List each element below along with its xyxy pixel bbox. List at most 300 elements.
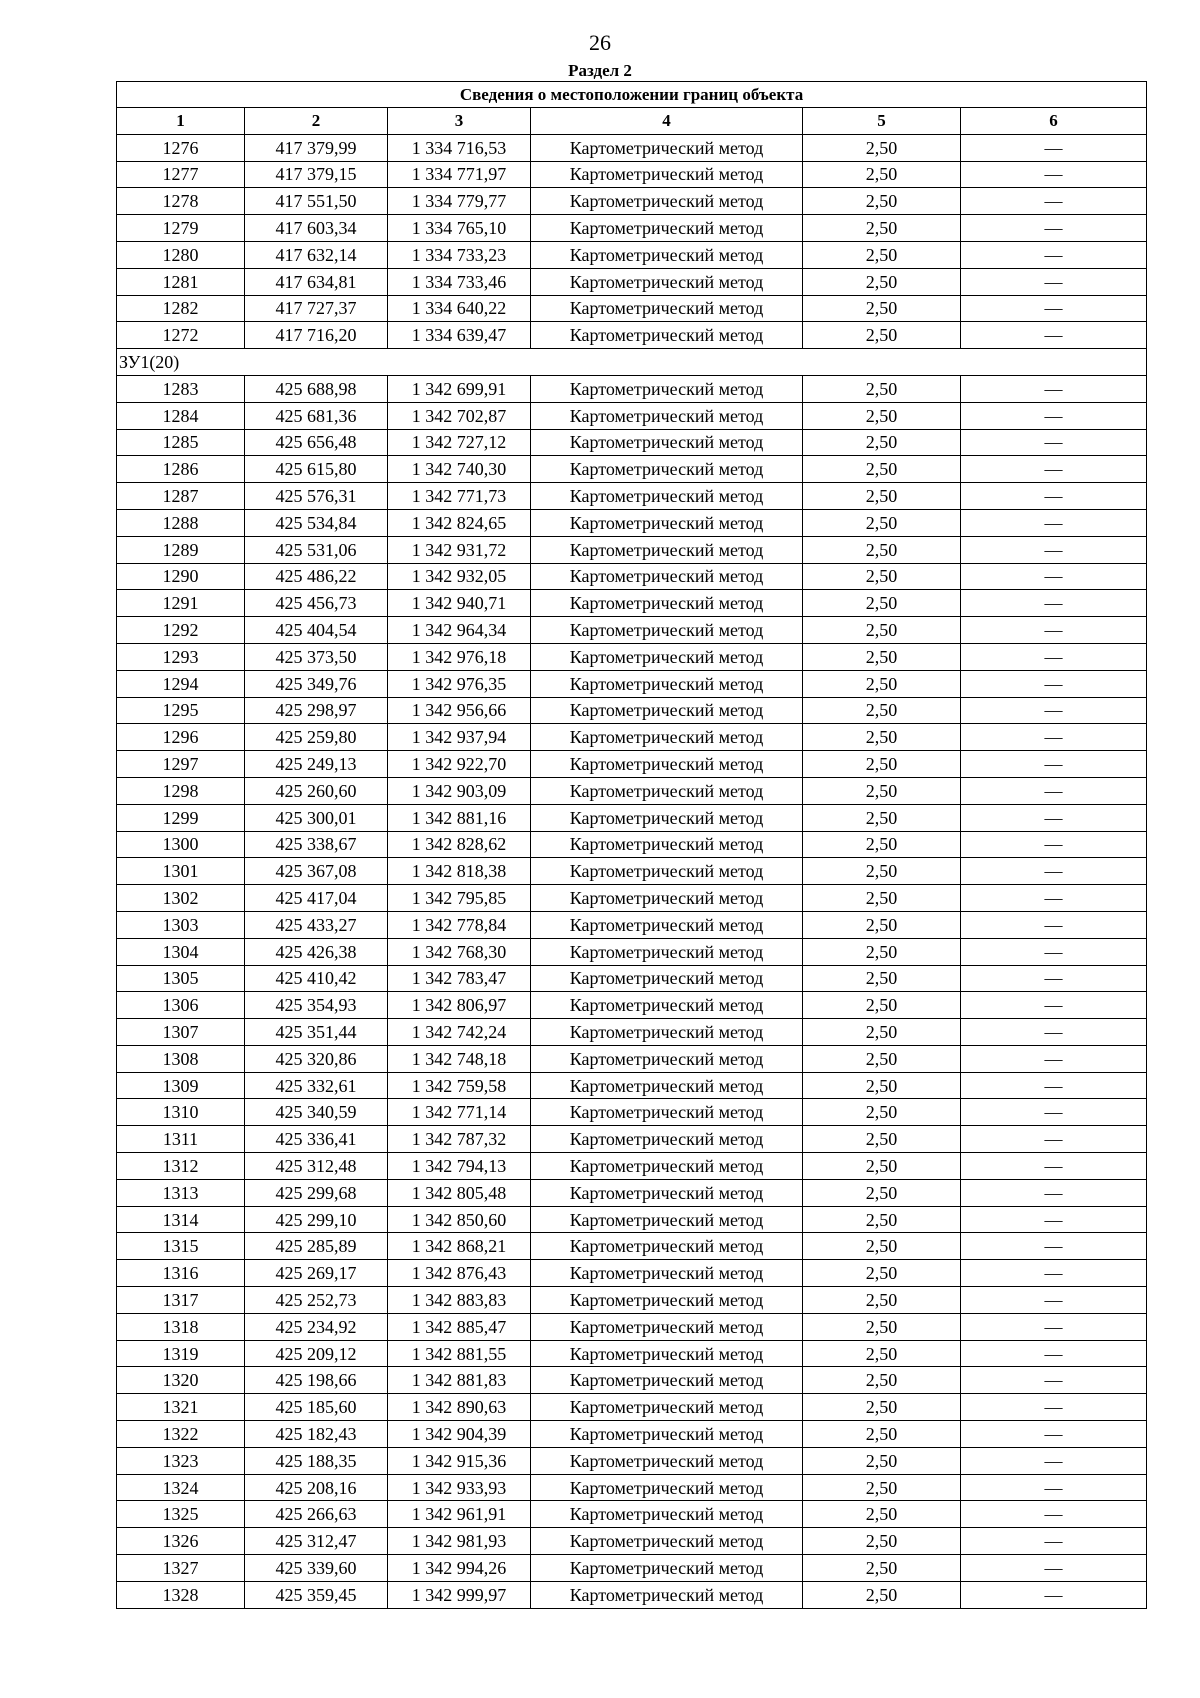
method-cell: Картометрический метод bbox=[531, 268, 803, 295]
point-number-cell: 1290 bbox=[117, 563, 245, 590]
method-cell: Картометрический метод bbox=[531, 965, 803, 992]
point-number-cell: 1281 bbox=[117, 268, 245, 295]
y-coordinate-cell: 1 342 976,18 bbox=[388, 643, 531, 670]
accuracy-cell: 2,50 bbox=[803, 911, 961, 938]
accuracy-cell: 2,50 bbox=[803, 992, 961, 1019]
method-cell: Картометрический метод bbox=[531, 188, 803, 215]
y-coordinate-cell: 1 342 778,84 bbox=[388, 911, 531, 938]
method-cell: Картометрический метод bbox=[531, 483, 803, 510]
note-cell: — bbox=[961, 322, 1147, 349]
accuracy-cell: 2,50 bbox=[803, 1153, 961, 1180]
y-coordinate-cell: 1 342 771,73 bbox=[388, 483, 531, 510]
y-coordinate-cell: 1 342 904,39 bbox=[388, 1421, 531, 1448]
accuracy-cell: 2,50 bbox=[803, 938, 961, 965]
method-cell: Картометрический метод bbox=[531, 1528, 803, 1555]
accuracy-cell: 2,50 bbox=[803, 322, 961, 349]
table-row bbox=[117, 1019, 1147, 1046]
table-row bbox=[117, 938, 1147, 965]
note-cell: — bbox=[961, 563, 1147, 590]
method-cell: Картометрический метод bbox=[531, 1019, 803, 1046]
x-coordinate-cell: 425 456,73 bbox=[245, 590, 388, 617]
table-row bbox=[117, 1153, 1147, 1180]
table-row bbox=[117, 134, 1147, 161]
x-coordinate-cell: 425 417,04 bbox=[245, 885, 388, 912]
note-cell: — bbox=[961, 429, 1147, 456]
x-coordinate-cell: 425 354,93 bbox=[245, 992, 388, 1019]
y-coordinate-cell: 1 334 765,10 bbox=[388, 215, 531, 242]
table-row bbox=[117, 1099, 1147, 1126]
point-number-cell: 1316 bbox=[117, 1260, 245, 1287]
table-row bbox=[117, 590, 1147, 617]
note-cell: — bbox=[961, 965, 1147, 992]
note-cell: — bbox=[961, 268, 1147, 295]
method-cell: Картометрический метод bbox=[531, 295, 803, 322]
accuracy-cell: 2,50 bbox=[803, 1421, 961, 1448]
accuracy-cell: 2,50 bbox=[803, 1072, 961, 1099]
x-coordinate-cell: 425 188,35 bbox=[245, 1447, 388, 1474]
accuracy-cell: 2,50 bbox=[803, 536, 961, 563]
table-row bbox=[117, 1555, 1147, 1582]
x-coordinate-cell: 417 379,15 bbox=[245, 161, 388, 188]
accuracy-cell: 2,50 bbox=[803, 643, 961, 670]
method-cell: Картометрический метод bbox=[531, 938, 803, 965]
y-coordinate-cell: 1 342 699,91 bbox=[388, 375, 531, 402]
x-coordinate-cell: 417 551,50 bbox=[245, 188, 388, 215]
y-coordinate-cell: 1 342 742,24 bbox=[388, 1019, 531, 1046]
y-coordinate-cell: 1 342 748,18 bbox=[388, 1045, 531, 1072]
point-number-cell: 1299 bbox=[117, 804, 245, 831]
x-coordinate-cell: 425 351,44 bbox=[245, 1019, 388, 1046]
table-row bbox=[117, 1287, 1147, 1314]
point-number-cell: 1306 bbox=[117, 992, 245, 1019]
method-cell: Картометрический метод bbox=[531, 858, 803, 885]
x-coordinate-cell: 425 300,01 bbox=[245, 804, 388, 831]
point-number-cell: 1315 bbox=[117, 1233, 245, 1260]
table-row bbox=[117, 804, 1147, 831]
note-cell: — bbox=[961, 1126, 1147, 1153]
accuracy-cell: 2,50 bbox=[803, 724, 961, 751]
y-coordinate-cell: 1 334 771,97 bbox=[388, 161, 531, 188]
point-number-cell: 1287 bbox=[117, 483, 245, 510]
note-cell: — bbox=[961, 215, 1147, 242]
method-cell: Картометрический метод bbox=[531, 241, 803, 268]
x-coordinate-cell: 425 269,17 bbox=[245, 1260, 388, 1287]
accuracy-cell: 2,50 bbox=[803, 188, 961, 215]
x-coordinate-cell: 417 379,99 bbox=[245, 134, 388, 161]
point-number-cell: 1289 bbox=[117, 536, 245, 563]
table-row bbox=[117, 322, 1147, 349]
method-cell: Картометрический метод bbox=[531, 1126, 803, 1153]
table-row bbox=[117, 831, 1147, 858]
x-coordinate-cell: 417 603,34 bbox=[245, 215, 388, 242]
note-cell: — bbox=[961, 509, 1147, 536]
table-row bbox=[117, 1581, 1147, 1608]
point-number-cell: 1305 bbox=[117, 965, 245, 992]
x-coordinate-cell: 425 349,76 bbox=[245, 670, 388, 697]
accuracy-cell: 2,50 bbox=[803, 1206, 961, 1233]
method-cell: Картометрический метод bbox=[531, 1394, 803, 1421]
table-row bbox=[117, 885, 1147, 912]
method-cell: Картометрический метод bbox=[531, 429, 803, 456]
accuracy-cell: 2,50 bbox=[803, 617, 961, 644]
note-cell: — bbox=[961, 1019, 1147, 1046]
point-number-cell: 1327 bbox=[117, 1555, 245, 1582]
accuracy-cell: 2,50 bbox=[803, 509, 961, 536]
accuracy-cell: 2,50 bbox=[803, 697, 961, 724]
x-coordinate-cell: 417 716,20 bbox=[245, 322, 388, 349]
y-coordinate-cell: 1 342 740,30 bbox=[388, 456, 531, 483]
method-cell: Картометрический метод bbox=[531, 1367, 803, 1394]
note-cell: — bbox=[961, 670, 1147, 697]
method-cell: Картометрический метод bbox=[531, 456, 803, 483]
table-row bbox=[117, 241, 1147, 268]
y-coordinate-cell: 1 342 727,12 bbox=[388, 429, 531, 456]
accuracy-cell: 2,50 bbox=[803, 1126, 961, 1153]
point-number-cell: 1325 bbox=[117, 1501, 245, 1528]
y-coordinate-cell: 1 342 876,43 bbox=[388, 1260, 531, 1287]
y-coordinate-cell: 1 342 806,97 bbox=[388, 992, 531, 1019]
method-cell: Картометрический метод bbox=[531, 697, 803, 724]
table-row bbox=[117, 643, 1147, 670]
point-number-cell: 1296 bbox=[117, 724, 245, 751]
y-coordinate-cell: 1 342 868,21 bbox=[388, 1233, 531, 1260]
table-row bbox=[117, 911, 1147, 938]
boundary-coordinates-table bbox=[116, 81, 1147, 1609]
table-row bbox=[117, 215, 1147, 242]
column-header: 4 bbox=[531, 108, 803, 135]
note-cell: — bbox=[961, 1340, 1147, 1367]
point-number-cell: 1323 bbox=[117, 1447, 245, 1474]
y-coordinate-cell: 1 342 940,71 bbox=[388, 590, 531, 617]
x-coordinate-cell: 425 299,10 bbox=[245, 1206, 388, 1233]
note-cell: — bbox=[961, 1179, 1147, 1206]
x-coordinate-cell: 425 252,73 bbox=[245, 1287, 388, 1314]
table-caption-row bbox=[117, 82, 1147, 108]
x-coordinate-cell: 425 185,60 bbox=[245, 1394, 388, 1421]
table-row bbox=[117, 456, 1147, 483]
y-coordinate-cell: 1 342 933,93 bbox=[388, 1474, 531, 1501]
accuracy-cell: 2,50 bbox=[803, 670, 961, 697]
x-coordinate-cell: 425 234,92 bbox=[245, 1313, 388, 1340]
note-cell: — bbox=[961, 643, 1147, 670]
accuracy-cell: 2,50 bbox=[803, 134, 961, 161]
y-coordinate-cell: 1 342 999,97 bbox=[388, 1581, 531, 1608]
method-cell: Картометрический метод bbox=[531, 911, 803, 938]
method-cell: Картометрический метод bbox=[531, 670, 803, 697]
x-coordinate-cell: 425 266,63 bbox=[245, 1501, 388, 1528]
x-coordinate-cell: 425 259,80 bbox=[245, 724, 388, 751]
note-cell: — bbox=[961, 777, 1147, 804]
y-coordinate-cell: 1 342 922,70 bbox=[388, 751, 531, 778]
accuracy-cell: 2,50 bbox=[803, 858, 961, 885]
note-cell: — bbox=[961, 241, 1147, 268]
table-row bbox=[117, 375, 1147, 402]
note-cell: — bbox=[961, 1581, 1147, 1608]
point-number-cell: 1318 bbox=[117, 1313, 245, 1340]
table-body bbox=[117, 134, 1147, 1608]
column-header-row bbox=[117, 108, 1147, 135]
table-row bbox=[117, 1421, 1147, 1448]
x-coordinate-cell: 425 531,06 bbox=[245, 536, 388, 563]
y-coordinate-cell: 1 342 931,72 bbox=[388, 536, 531, 563]
x-coordinate-cell: 425 433,27 bbox=[245, 911, 388, 938]
y-coordinate-cell: 1 342 702,87 bbox=[388, 402, 531, 429]
point-number-cell: 1301 bbox=[117, 858, 245, 885]
accuracy-cell: 2,50 bbox=[803, 483, 961, 510]
note-cell: — bbox=[961, 1045, 1147, 1072]
method-cell: Картометрический метод bbox=[531, 1447, 803, 1474]
x-coordinate-cell: 425 320,86 bbox=[245, 1045, 388, 1072]
note-cell: — bbox=[961, 697, 1147, 724]
y-coordinate-cell: 1 342 795,85 bbox=[388, 885, 531, 912]
method-cell: Картометрический метод bbox=[531, 1206, 803, 1233]
method-cell: Картометрический метод bbox=[531, 1072, 803, 1099]
y-coordinate-cell: 1 334 779,77 bbox=[388, 188, 531, 215]
note-cell: — bbox=[961, 1421, 1147, 1448]
note-cell: — bbox=[961, 1233, 1147, 1260]
y-coordinate-cell: 1 342 981,93 bbox=[388, 1528, 531, 1555]
point-number-cell: 1280 bbox=[117, 241, 245, 268]
column-header: 3 bbox=[388, 108, 531, 135]
y-coordinate-cell: 1 342 915,36 bbox=[388, 1447, 531, 1474]
x-coordinate-cell: 425 367,08 bbox=[245, 858, 388, 885]
y-coordinate-cell: 1 342 787,32 bbox=[388, 1126, 531, 1153]
table-row bbox=[117, 1233, 1147, 1260]
x-coordinate-cell: 425 681,36 bbox=[245, 402, 388, 429]
y-coordinate-cell: 1 342 759,58 bbox=[388, 1072, 531, 1099]
point-number-cell: 1321 bbox=[117, 1394, 245, 1421]
x-coordinate-cell: 425 688,98 bbox=[245, 375, 388, 402]
note-cell: — bbox=[961, 1555, 1147, 1582]
table-row bbox=[117, 1528, 1147, 1555]
note-cell: — bbox=[961, 992, 1147, 1019]
x-coordinate-cell: 425 656,48 bbox=[245, 429, 388, 456]
note-cell: — bbox=[961, 1367, 1147, 1394]
accuracy-cell: 2,50 bbox=[803, 456, 961, 483]
y-coordinate-cell: 1 342 824,65 bbox=[388, 509, 531, 536]
point-number-cell: 1302 bbox=[117, 885, 245, 912]
accuracy-cell: 2,50 bbox=[803, 1581, 961, 1608]
accuracy-cell: 2,50 bbox=[803, 1367, 961, 1394]
note-cell: — bbox=[961, 751, 1147, 778]
page-number: 26 bbox=[589, 30, 611, 55]
note-cell: — bbox=[961, 590, 1147, 617]
note-cell: — bbox=[961, 483, 1147, 510]
note-cell: — bbox=[961, 375, 1147, 402]
table-row bbox=[117, 1179, 1147, 1206]
method-cell: Картометрический метод bbox=[531, 804, 803, 831]
point-number-cell: 1292 bbox=[117, 617, 245, 644]
point-number-cell: 1291 bbox=[117, 590, 245, 617]
table-row bbox=[117, 483, 1147, 510]
y-coordinate-cell: 1 342 903,09 bbox=[388, 777, 531, 804]
x-coordinate-cell: 425 426,38 bbox=[245, 938, 388, 965]
y-coordinate-cell: 1 342 850,60 bbox=[388, 1206, 531, 1233]
note-cell: — bbox=[961, 858, 1147, 885]
point-number-cell: 1294 bbox=[117, 670, 245, 697]
x-coordinate-cell: 425 332,61 bbox=[245, 1072, 388, 1099]
table-row bbox=[117, 777, 1147, 804]
method-cell: Картометрический метод bbox=[531, 1153, 803, 1180]
x-coordinate-cell: 425 285,89 bbox=[245, 1233, 388, 1260]
accuracy-cell: 2,50 bbox=[803, 1233, 961, 1260]
note-cell: — bbox=[961, 617, 1147, 644]
y-coordinate-cell: 1 342 805,48 bbox=[388, 1179, 531, 1206]
accuracy-cell: 2,50 bbox=[803, 831, 961, 858]
method-cell: Картометрический метод bbox=[531, 1313, 803, 1340]
method-cell: Картометрический метод bbox=[531, 724, 803, 751]
table-row bbox=[117, 295, 1147, 322]
table-row bbox=[117, 161, 1147, 188]
method-cell: Картометрический метод bbox=[531, 992, 803, 1019]
x-coordinate-cell: 425 260,60 bbox=[245, 777, 388, 804]
point-number-cell: 1276 bbox=[117, 134, 245, 161]
point-number-cell: 1322 bbox=[117, 1421, 245, 1448]
table-row bbox=[117, 1206, 1147, 1233]
note-cell: — bbox=[961, 1501, 1147, 1528]
accuracy-cell: 2,50 bbox=[803, 1313, 961, 1340]
x-coordinate-cell: 425 336,41 bbox=[245, 1126, 388, 1153]
accuracy-cell: 2,50 bbox=[803, 1555, 961, 1582]
x-coordinate-cell: 425 359,45 bbox=[245, 1581, 388, 1608]
x-coordinate-cell: 425 198,66 bbox=[245, 1367, 388, 1394]
point-number-cell: 1283 bbox=[117, 375, 245, 402]
x-coordinate-cell: 425 615,80 bbox=[245, 456, 388, 483]
note-cell: — bbox=[961, 134, 1147, 161]
method-cell: Картометрический метод bbox=[531, 134, 803, 161]
y-coordinate-cell: 1 342 976,35 bbox=[388, 670, 531, 697]
accuracy-cell: 2,50 bbox=[803, 1287, 961, 1314]
method-cell: Картометрический метод bbox=[531, 831, 803, 858]
accuracy-cell: 2,50 bbox=[803, 1179, 961, 1206]
note-cell: — bbox=[961, 938, 1147, 965]
table-row bbox=[117, 670, 1147, 697]
accuracy-cell: 2,50 bbox=[803, 402, 961, 429]
point-number-cell: 1320 bbox=[117, 1367, 245, 1394]
y-coordinate-cell: 1 342 994,26 bbox=[388, 1555, 531, 1582]
table-row bbox=[117, 1072, 1147, 1099]
accuracy-cell: 2,50 bbox=[803, 215, 961, 242]
note-cell: — bbox=[961, 1394, 1147, 1421]
note-cell: — bbox=[961, 911, 1147, 938]
note-cell: — bbox=[961, 456, 1147, 483]
accuracy-cell: 2,50 bbox=[803, 1528, 961, 1555]
method-cell: Картометрический метод bbox=[531, 1287, 803, 1314]
table-row bbox=[117, 1260, 1147, 1287]
y-coordinate-cell: 1 334 639,47 bbox=[388, 322, 531, 349]
y-coordinate-cell: 1 342 937,94 bbox=[388, 724, 531, 751]
method-cell: Картометрический метод bbox=[531, 402, 803, 429]
table-row bbox=[117, 429, 1147, 456]
accuracy-cell: 2,50 bbox=[803, 268, 961, 295]
accuracy-cell: 2,50 bbox=[803, 1099, 961, 1126]
column-header: 6 bbox=[961, 108, 1147, 135]
method-cell: Картометрический метод bbox=[531, 751, 803, 778]
table-row bbox=[117, 965, 1147, 992]
y-coordinate-cell: 1 342 881,16 bbox=[388, 804, 531, 831]
accuracy-cell: 2,50 bbox=[803, 1474, 961, 1501]
method-cell: Картометрический метод bbox=[531, 1581, 803, 1608]
method-cell: Картометрический метод bbox=[531, 590, 803, 617]
note-cell: — bbox=[961, 188, 1147, 215]
x-coordinate-cell: 425 373,50 bbox=[245, 643, 388, 670]
accuracy-cell: 2,50 bbox=[803, 1501, 961, 1528]
group-label: ЗУ1(20) bbox=[117, 349, 1147, 376]
y-coordinate-cell: 1 342 818,38 bbox=[388, 858, 531, 885]
table-row bbox=[117, 509, 1147, 536]
table-row bbox=[117, 1474, 1147, 1501]
table-row bbox=[117, 536, 1147, 563]
x-coordinate-cell: 417 634,81 bbox=[245, 268, 388, 295]
table-row bbox=[117, 858, 1147, 885]
point-number-cell: 1295 bbox=[117, 697, 245, 724]
accuracy-cell: 2,50 bbox=[803, 777, 961, 804]
accuracy-cell: 2,50 bbox=[803, 375, 961, 402]
point-number-cell: 1308 bbox=[117, 1045, 245, 1072]
table-row bbox=[117, 1501, 1147, 1528]
note-cell: — bbox=[961, 1474, 1147, 1501]
note-cell: — bbox=[961, 1206, 1147, 1233]
accuracy-cell: 2,50 bbox=[803, 295, 961, 322]
x-coordinate-cell: 425 182,43 bbox=[245, 1421, 388, 1448]
point-number-cell: 1326 bbox=[117, 1528, 245, 1555]
x-coordinate-cell: 425 312,47 bbox=[245, 1528, 388, 1555]
x-coordinate-cell: 425 298,97 bbox=[245, 697, 388, 724]
column-header: 1 bbox=[117, 108, 245, 135]
x-coordinate-cell: 417 727,37 bbox=[245, 295, 388, 322]
point-number-cell: 1304 bbox=[117, 938, 245, 965]
note-cell: — bbox=[961, 1260, 1147, 1287]
accuracy-cell: 2,50 bbox=[803, 885, 961, 912]
note-cell: — bbox=[961, 1287, 1147, 1314]
x-coordinate-cell: 425 404,54 bbox=[245, 617, 388, 644]
note-cell: — bbox=[961, 1099, 1147, 1126]
point-number-cell: 1284 bbox=[117, 402, 245, 429]
method-cell: Картометрический метод bbox=[531, 375, 803, 402]
table-row bbox=[117, 402, 1147, 429]
method-cell: Картометрический метод bbox=[531, 1474, 803, 1501]
y-coordinate-cell: 1 342 890,63 bbox=[388, 1394, 531, 1421]
method-cell: Картометрический метод bbox=[531, 885, 803, 912]
x-coordinate-cell: 425 410,42 bbox=[245, 965, 388, 992]
y-coordinate-cell: 1 342 881,83 bbox=[388, 1367, 531, 1394]
accuracy-cell: 2,50 bbox=[803, 1045, 961, 1072]
table-row bbox=[117, 617, 1147, 644]
method-cell: Картометрический метод bbox=[531, 777, 803, 804]
note-cell: — bbox=[961, 804, 1147, 831]
point-number-cell: 1288 bbox=[117, 509, 245, 536]
x-coordinate-cell: 425 249,13 bbox=[245, 751, 388, 778]
accuracy-cell: 2,50 bbox=[803, 161, 961, 188]
method-cell: Картометрический метод bbox=[531, 1099, 803, 1126]
y-coordinate-cell: 1 342 964,34 bbox=[388, 617, 531, 644]
note-cell: — bbox=[961, 295, 1147, 322]
y-coordinate-cell: 1 334 733,23 bbox=[388, 241, 531, 268]
table-row bbox=[117, 1313, 1147, 1340]
point-number-cell: 1272 bbox=[117, 322, 245, 349]
method-cell: Картометрический метод bbox=[531, 1045, 803, 1072]
table-row bbox=[117, 563, 1147, 590]
point-number-cell: 1285 bbox=[117, 429, 245, 456]
point-number-cell: 1282 bbox=[117, 295, 245, 322]
method-cell: Картометрический метод bbox=[531, 1179, 803, 1206]
point-number-cell: 1300 bbox=[117, 831, 245, 858]
point-number-cell: 1297 bbox=[117, 751, 245, 778]
method-cell: Картометрический метод bbox=[531, 161, 803, 188]
point-number-cell: 1310 bbox=[117, 1099, 245, 1126]
table-row bbox=[117, 697, 1147, 724]
point-number-cell: 1314 bbox=[117, 1206, 245, 1233]
